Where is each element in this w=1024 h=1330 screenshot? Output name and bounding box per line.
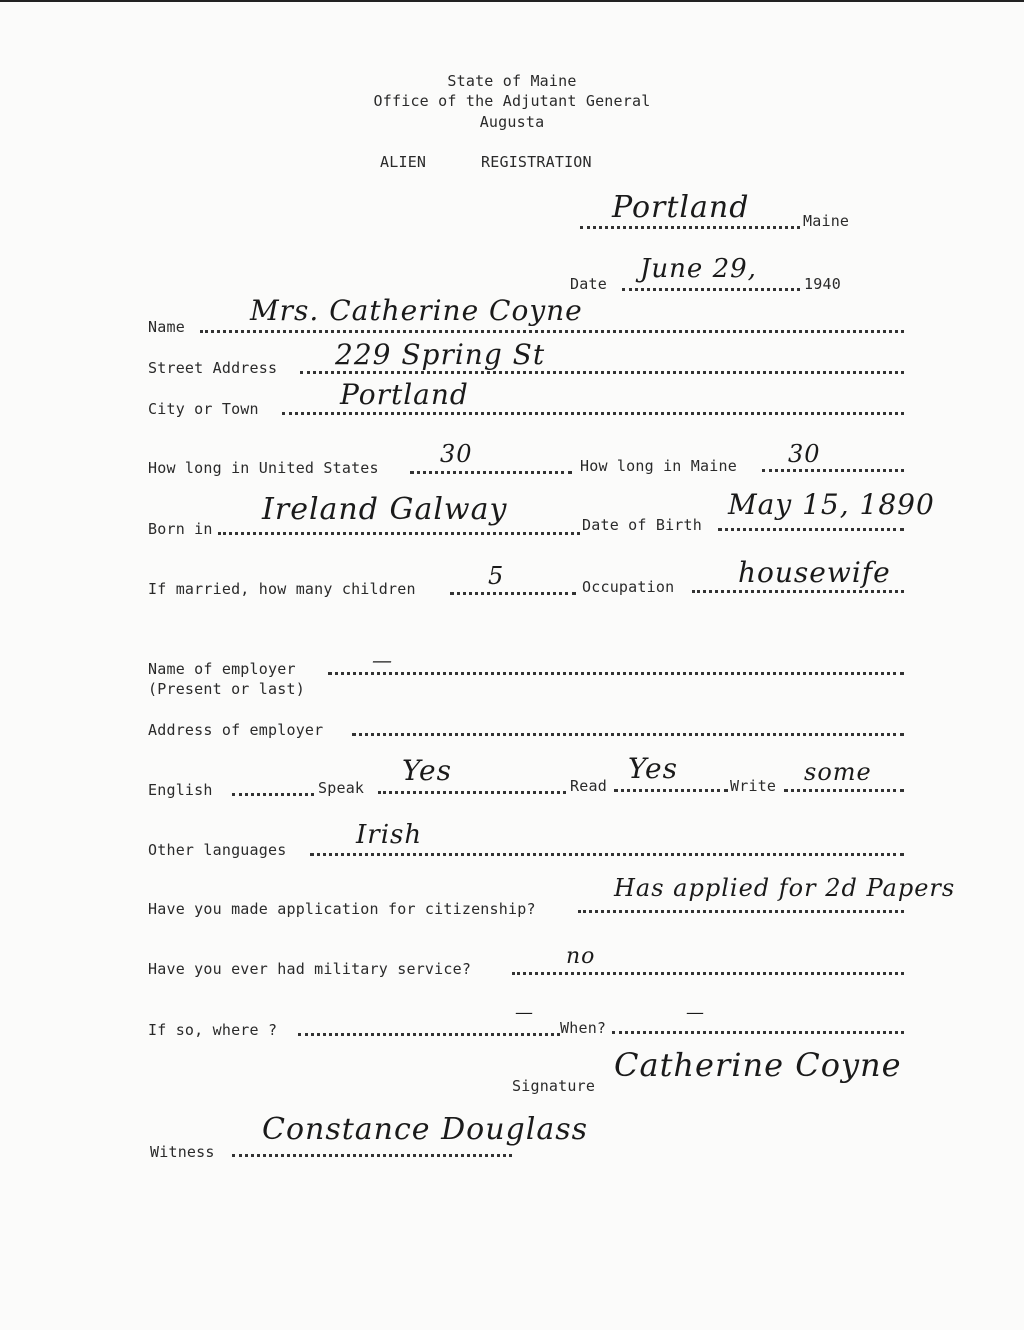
write-value: some xyxy=(804,758,872,786)
signature-label: Signature xyxy=(512,1077,596,1095)
born-dots xyxy=(218,532,580,535)
where-value: — xyxy=(515,1002,534,1023)
dob-value: May 15, 1890 xyxy=(728,488,935,521)
employer-value: — xyxy=(372,648,393,672)
employer-address-label: Address of employer xyxy=(148,721,324,739)
occupation-dots xyxy=(692,590,904,593)
english-label: English xyxy=(148,781,213,799)
when-dots xyxy=(612,1031,904,1034)
witness-value: Constance Douglass xyxy=(262,1112,588,1147)
employer-label: Name of employer xyxy=(148,660,296,678)
header-state: State of Maine xyxy=(447,72,577,90)
english-dots xyxy=(232,793,314,796)
form-title-registration: REGISTRATION xyxy=(481,153,592,171)
city-value: Portland xyxy=(340,378,469,411)
city-label: City or Town xyxy=(148,400,259,418)
maine-years-value: 30 xyxy=(788,440,821,468)
header-city: Augusta xyxy=(479,113,545,131)
employer-sublabel: (Present or last) xyxy=(148,680,305,698)
signature-value: Catherine Coyne xyxy=(614,1046,902,1084)
other-languages-label: Other languages xyxy=(148,841,287,859)
other-languages-value: Irish xyxy=(356,820,423,850)
maine-years-label: How long in Maine xyxy=(580,457,737,475)
form-title-alien: ALIEN xyxy=(380,153,427,171)
us-years-dots xyxy=(410,471,572,474)
dob-dots xyxy=(718,528,904,531)
read-dots xyxy=(614,789,728,792)
occupation-value: housewife xyxy=(738,556,891,589)
city-dots xyxy=(282,412,904,415)
street-dots xyxy=(300,371,904,374)
speak-label: Speak xyxy=(318,779,365,797)
citizenship-value: Has applied for 2d Papers xyxy=(614,874,956,902)
military-dots xyxy=(512,972,904,975)
dob-label: Date of Birth xyxy=(582,516,702,534)
witness-dots xyxy=(232,1154,512,1157)
children-value: 5 xyxy=(488,562,505,590)
other-languages-dots xyxy=(310,853,904,856)
date-dots xyxy=(622,288,800,291)
children-label: If married, how many children xyxy=(148,580,416,598)
military-value: no xyxy=(566,944,596,969)
employer-dots xyxy=(328,672,904,675)
us-years-value: 30 xyxy=(440,440,473,468)
where-label: If so, where ? xyxy=(148,1021,278,1039)
when-label: When? xyxy=(560,1019,607,1037)
employer-address-dots xyxy=(352,733,904,736)
when-value: — xyxy=(686,1002,705,1023)
citizenship-label: Have you made application for citizenship? xyxy=(148,900,536,918)
maine-years-dots xyxy=(762,469,904,472)
date-label: Date xyxy=(570,275,607,293)
name-label: Name xyxy=(148,318,185,336)
street-label: Street Address xyxy=(148,359,278,377)
children-dots xyxy=(450,592,576,595)
date-year: 1940 xyxy=(804,275,841,293)
name-value: Mrs. Catherine Coyne xyxy=(250,294,583,327)
occupation-label: Occupation xyxy=(582,578,675,596)
street-value: 229 Spring St xyxy=(335,338,546,371)
born-label: Born in xyxy=(148,520,213,538)
witness-label: Witness xyxy=(150,1143,215,1161)
place-value: Portland xyxy=(612,190,750,225)
read-value: Yes xyxy=(628,752,678,785)
speak-value: Yes xyxy=(402,754,452,787)
where-dots xyxy=(298,1033,560,1036)
write-label: Write xyxy=(730,777,777,795)
military-label: Have you ever had military service? xyxy=(148,960,472,978)
place-dots xyxy=(580,226,800,229)
speak-dots xyxy=(378,791,566,794)
born-value: Ireland Galway xyxy=(262,492,508,527)
place-state: Maine xyxy=(803,212,850,230)
read-label: Read xyxy=(570,777,607,795)
name-dots xyxy=(200,330,904,333)
us-years-label: How long in United States xyxy=(148,459,379,477)
citizenship-dots xyxy=(578,910,904,913)
write-dots xyxy=(784,789,904,792)
date-value: June 29, xyxy=(640,254,757,284)
header-office: Office of the Adjutant General xyxy=(373,92,651,110)
